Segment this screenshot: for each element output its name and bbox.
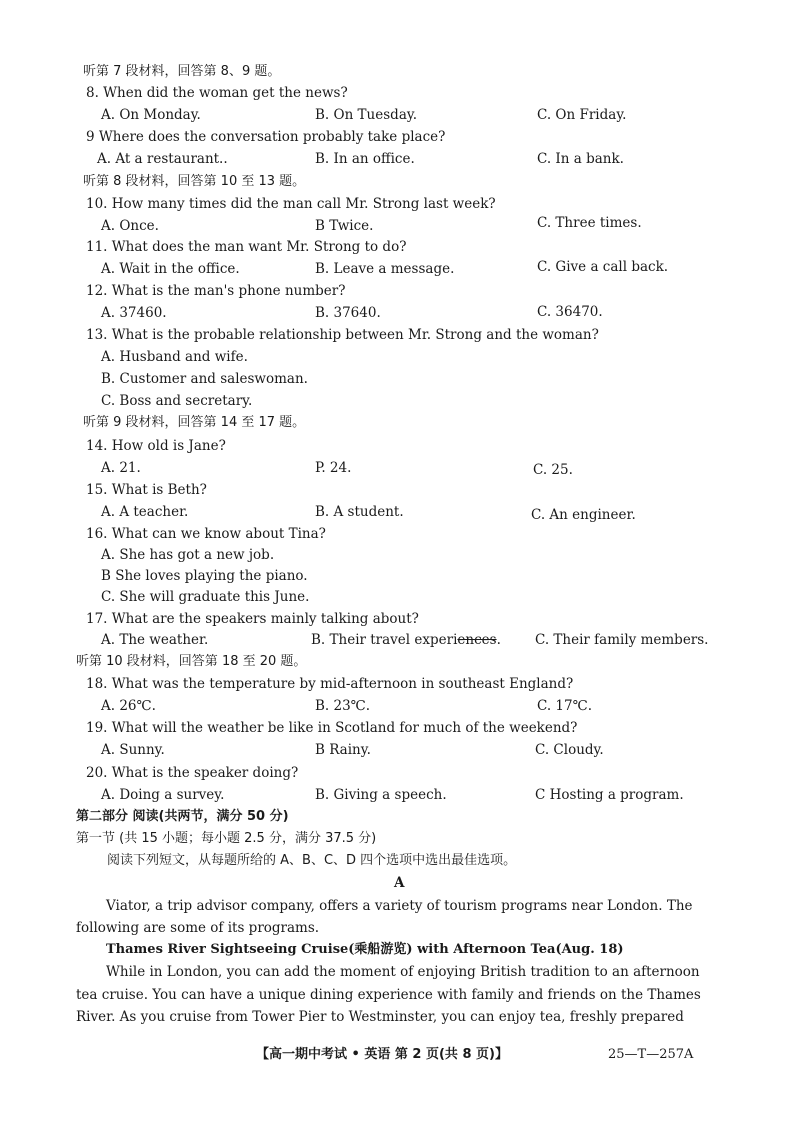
paragraph-1-line-1: Viator, a trip advisor company, offers a variety of tourism programs near London. The <box>106 898 693 914</box>
question-8-option-a: A. On Monday. <box>101 107 201 123</box>
question-12-option-c: C. 36470. <box>537 304 603 320</box>
passage-label: A <box>394 875 405 891</box>
section-1-info: 第一节 (共 15 小题；每小题 2.5 分，满分 37.5 分) <box>76 831 377 846</box>
paragraph-2-line-3: River. As you cruise from Tower Pier to Westminster, you can enjoy tea, freshly prepared <box>76 1009 684 1025</box>
question-8-option-b: B. On Tuesday. <box>315 107 417 123</box>
question-13-option-a: A. Husband and wife. <box>101 349 248 365</box>
question-10-option-a: A. Once. <box>101 218 159 234</box>
struck-text: ences <box>457 632 497 648</box>
section-7-instruction: 听第 7 段材料，回答第 8、9 题。 <box>83 64 281 79</box>
question-11-stem: 11. What does the man want Mr. Strong to do? <box>86 239 407 255</box>
question-16-option-a: A. She has got a new job. <box>101 547 275 563</box>
question-19-option-a: A. Sunny. <box>101 742 165 758</box>
question-9-stem: 9 Where does the conversation probably take place? <box>86 129 446 145</box>
question-9-option-c: C. In a bank. <box>537 151 624 167</box>
question-10-stem: 10. How many times did the man call Mr. Strong last week? <box>86 196 496 212</box>
question-12-option-b: B. 37640. <box>315 305 381 321</box>
question-17-stem: 17. What are the speakers mainly talking about? <box>86 611 419 627</box>
question-17-option-c: C. Their family members. <box>535 632 709 648</box>
section-9-instruction: 听第 9 段材料，回答第 14 至 17 题。 <box>83 415 306 430</box>
question-18-option-c: C. 17℃. <box>537 698 593 714</box>
paragraph-2-line-1: While in London, you can add the moment of enjoying British tradition to an afternoon <box>106 964 700 980</box>
question-10-option-b: B Twice. <box>315 218 374 234</box>
option-b-period: . <box>496 632 501 648</box>
question-14-option-a: A. 21. <box>101 460 141 476</box>
question-12-option-a: A. 37460. <box>101 305 167 321</box>
question-15-option-a: A. A teacher. <box>101 504 189 520</box>
question-19-option-c: C. Cloudy. <box>535 742 604 758</box>
question-20-stem: 20. What is the speaker doing? <box>86 765 299 781</box>
question-20-option-b: B. Giving a speech. <box>315 787 447 803</box>
part-2-title: 第二部分 阅读(共两节，满分 50 分) <box>76 809 289 824</box>
question-11-option-c: C. Give a call back. <box>537 259 669 275</box>
option-b-text: B. Their travel experi <box>311 632 458 648</box>
question-17-option-a: A. The weather. <box>101 632 209 648</box>
section-8-instruction: 听第 8 段材料，回答第 10 至 13 题。 <box>83 174 306 189</box>
question-11-option-a: A. Wait in the office. <box>101 261 240 277</box>
question-13-option-c: C. Boss and secretary. <box>101 393 253 409</box>
question-8-stem: 8. When did the woman get the news? <box>86 85 348 101</box>
question-11-option-b: B. Leave a message. <box>315 261 455 277</box>
question-16-stem: 16. What can we know about Tina? <box>86 526 326 542</box>
question-18-option-a: A. 26℃. <box>101 698 156 714</box>
question-8-option-c: C. On Friday. <box>537 107 627 123</box>
page-footer: 【高一期中考试 • 英语 第 2 页(共 8 页)】 <box>256 1047 508 1062</box>
reading-instruction: 阅读下列短文，从每题所给的 A、B、C、D 四个选项中选出最佳选项。 <box>107 853 517 868</box>
question-15-stem: 15. What is Beth? <box>86 482 207 498</box>
question-14-option-b: P. 24. <box>315 460 352 476</box>
question-13-option-b: B. Customer and saleswoman. <box>101 371 308 387</box>
question-18-option-b: B. 23℃. <box>315 698 371 714</box>
question-16-option-c: C. She will graduate this June. <box>101 589 310 605</box>
question-19-stem: 19. What will the weather be like in Scotland for much of the weekend? <box>86 720 578 736</box>
exam-code: 25—T—257A <box>608 1047 694 1062</box>
paragraph-1-line-2: following are some of its programs. <box>76 920 320 936</box>
section-10-instruction: 听第 10 段材料，回答第 18 至 20 题。 <box>76 654 307 669</box>
question-20-option-a: A. Doing a survey. <box>101 787 225 803</box>
question-12-stem: 12. What is the man's phone number? <box>86 283 346 299</box>
question-14-stem: 14. How old is Jane? <box>86 438 226 454</box>
program-heading: Thames River Sightseeing Cruise(乘船游览) with Afternoon Tea(Aug. 18) <box>106 942 624 957</box>
question-14-option-c: C. 25. <box>533 462 573 478</box>
question-13-stem: 13. What is the probable relationship between Mr. Strong and the woman? <box>86 327 599 343</box>
question-9-option-b: B. In an office. <box>315 151 415 167</box>
question-15-option-c: C. An engineer. <box>531 507 636 523</box>
question-16-option-b: B She loves playing the piano. <box>101 568 308 584</box>
question-18-stem: 18. What was the temperature by mid-afternoon in southeast England? <box>86 676 574 692</box>
question-19-option-b: B Rainy. <box>315 742 371 758</box>
question-17-option-b <box>311 631 501 649</box>
question-20-option-c: C Hosting a program. <box>535 787 684 803</box>
question-10-option-c: C. Three times. <box>537 215 642 231</box>
question-9-option-a: A. At a restaurant.. <box>97 151 228 167</box>
question-15-option-b: B. A student. <box>315 504 404 520</box>
paragraph-2-line-2: tea cruise. You can have a unique dining experience with family and friends on the Thames <box>76 987 701 1003</box>
